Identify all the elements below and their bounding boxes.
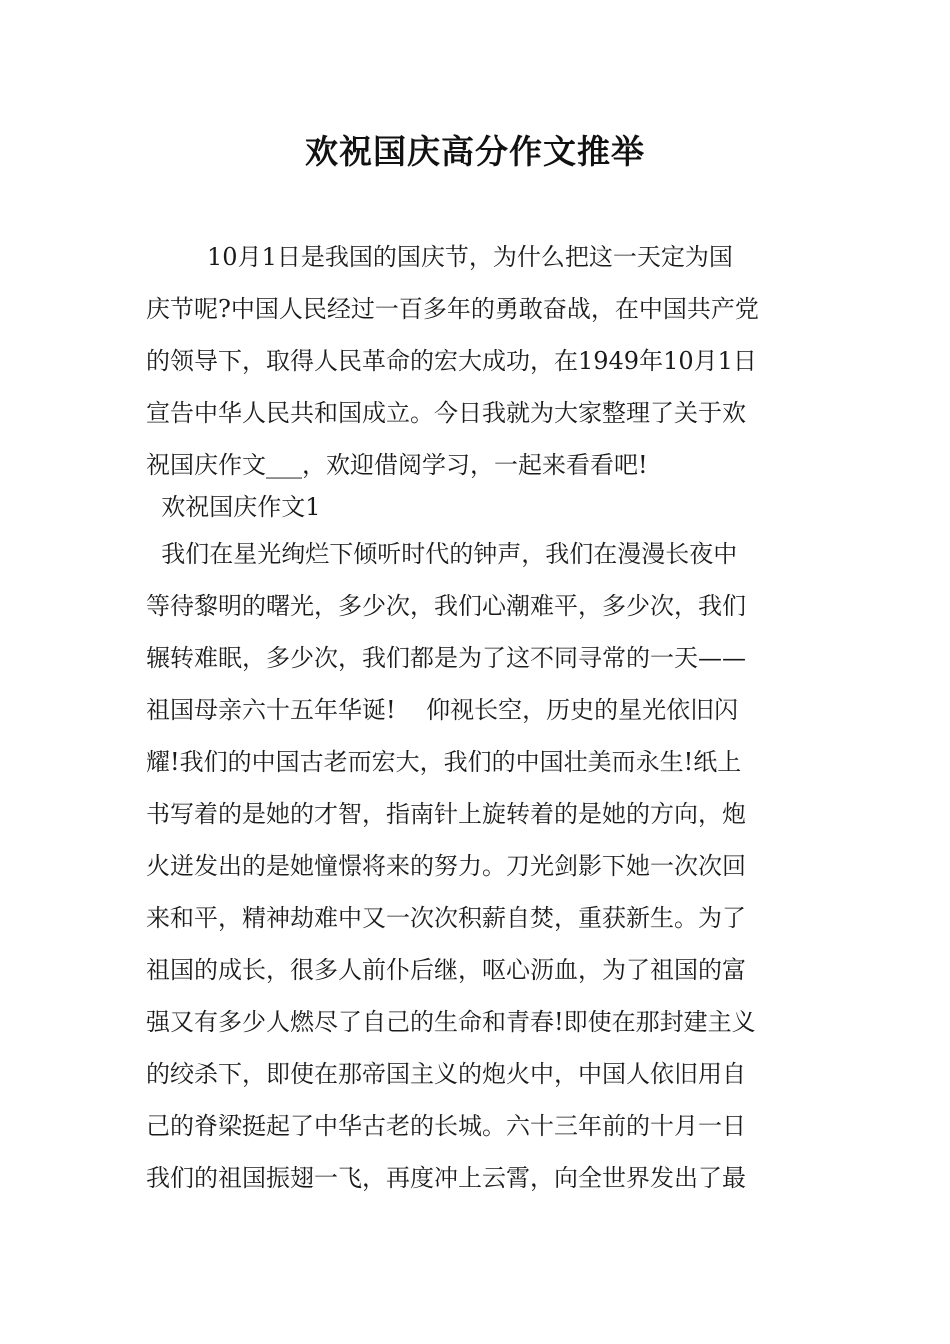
text-line: 我们在星光绚烂下倾听时代的钟声，我们在漫漫长夜中 — [146, 540, 738, 568]
text-line: 祖国母亲六十五年华诞! 仰视长空，历史的星光依旧闪 — [146, 696, 739, 724]
text-line: 的绞杀下，即使在那帝国主义的炮火中，中国人依旧用自 — [146, 1060, 746, 1088]
essay-paragraph — [146, 528, 808, 1204]
intro-paragraph — [146, 231, 808, 491]
page-title: 欢祝国庆高分作文推举 — [305, 132, 645, 171]
text-line: 10月1日是我国的国庆节，为什么把这一天定为国 — [146, 243, 733, 271]
text-line: 强又有多少人燃尽了自己的生命和青春!即使在那封建主义 — [146, 1008, 756, 1036]
section-heading-block — [146, 481, 808, 533]
text-line: 庆节呢?中国人民经过一百多年的勇敢奋战，在中国共产党 — [146, 295, 759, 323]
text-line: 祖国的成长，很多人前仆后继，呕心沥血，为了祖国的富 — [146, 956, 746, 984]
text-line: 书写着的是她的才智，指南针上旋转着的是她的方向，炮 — [146, 800, 746, 828]
text-line: 祝国庆作文___，欢迎借阅学习，一起来看看吧! — [146, 451, 648, 479]
text-line: 己的脊梁挺起了中华古老的长城。六十三年前的十月一日 — [146, 1112, 746, 1140]
text-line: 耀!我们的中国古老而宏大，我们的中国壮美而永生!纸上 — [146, 748, 742, 776]
section-heading: 欢祝国庆作文1 — [146, 493, 321, 521]
text-line: 宣告中华人民共和国成立。今日我就为大家整理了关于欢 — [146, 399, 746, 427]
text-line: 火迸发出的是她憧憬将来的努力。刀光剑影下她一次次回 — [146, 852, 746, 880]
text-line: 我们的祖国振翅一飞，再度冲上云霄，向全世界发出了最 — [146, 1164, 746, 1192]
text-line: 等待黎明的曙光，多少次，我们心潮难平，多少次，我们 — [146, 592, 746, 620]
text-line: 来和平，精神劫难中又一次次积薪自焚，重获新生。为了 — [146, 904, 746, 932]
text-line: 的领导下，取得人民革命的宏大成功，在1949年10月1日 — [146, 347, 757, 375]
text-line: 辗转难眠，多少次，我们都是为了这不同寻常的一天—— — [146, 644, 746, 672]
